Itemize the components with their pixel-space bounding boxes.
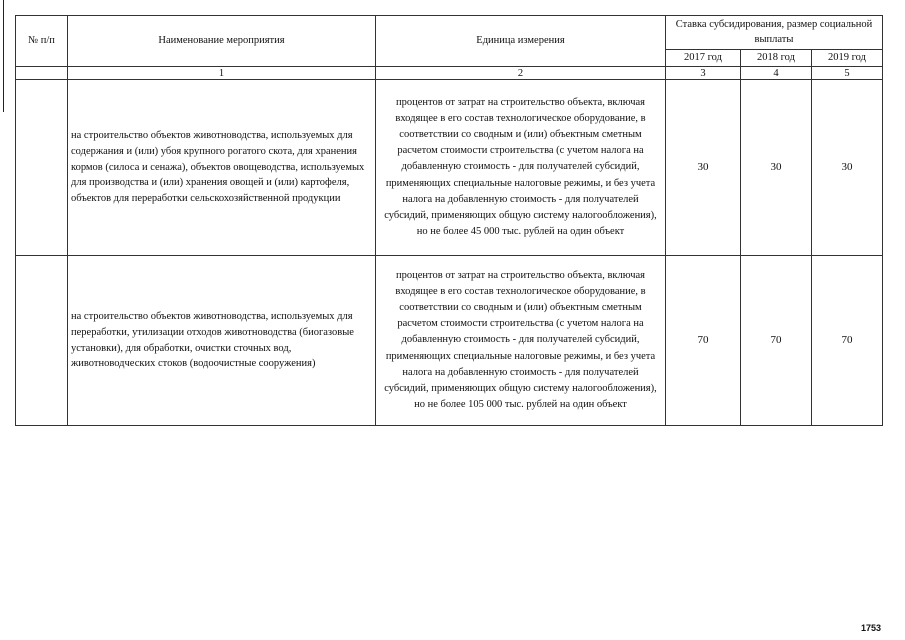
table-row xyxy=(16,80,883,256)
rate-2017: 30 xyxy=(666,80,741,256)
row-number xyxy=(16,256,68,426)
header-unit: Единица измерения xyxy=(376,16,666,67)
header-year-2018: 2018 год xyxy=(741,49,812,66)
col-number-3: 3 xyxy=(666,67,741,80)
row-number xyxy=(16,80,68,256)
rate-2019: 30 xyxy=(812,80,883,256)
table-row xyxy=(16,256,883,426)
rate-2018: 70 xyxy=(741,256,812,426)
header-name: Наименование мероприятия xyxy=(68,16,376,67)
header-year-2019: 2019 год xyxy=(812,49,883,66)
col-number-blank xyxy=(16,67,68,80)
header-year-2017: 2017 год xyxy=(666,49,741,66)
header-rate: Ставка субсидирования, размер социальной выплаты xyxy=(666,16,883,50)
margin-rule xyxy=(3,0,4,112)
rate-2019: 70 xyxy=(812,256,883,426)
measure-unit: процентов от затрат на строительство объекта, включая входящее в его состав технологическое оборудование, в соответствии со сводным и (или) объектным сметным расчетом стоимости строительства (с учетом налога на добавленную стоимость - для получателей субсидий, применяющих специальные налоговые режимы, и без учета налога на добавленную стоимость - для получателей субсидий, применяющих общую систему налогообложения), но не более 105 000 тыс. рублей на один объект xyxy=(376,256,666,426)
col-number-2: 2 xyxy=(376,67,666,80)
col-number-4: 4 xyxy=(741,67,812,80)
rate-2018: 30 xyxy=(741,80,812,256)
col-number-5: 5 xyxy=(812,67,883,80)
header-num: № п/п xyxy=(16,16,68,67)
measure-unit: процентов от затрат на строительство объекта, включая входящее в его состав технологическое оборудование, в соответствии со сводным и (или) объектным сметным расчетом стоимости строительства (с учетом налога на добавленную стоимость - для получателей субсидий, применяющих специальные налоговые режимы, и без учета налога на добавленную стоимость - для получателей субсидий, применяющих общую систему налогообложения), но не более 45 000 тыс. рублей на один объект xyxy=(376,80,666,256)
measure-name: на строительство объектов животноводства, используемых для содержания и (или) убоя крупного рогатого скота, для хранения кормов (силоса и сенажа), объектов овощеводства, используемых для производства и (или) хранения овощей и (или) картофеля, объектов для переработки сельскохозяйственной продукции xyxy=(68,80,376,256)
measure-name: на строительство объектов животноводства, используемых для переработки, утилизации отходов животноводства (биогазовые установки), для обработки, очистки сточных вод, животноводческих стоков (водоочистные сооружения) xyxy=(68,256,376,426)
col-number-1: 1 xyxy=(68,67,376,80)
page-number: 1753 xyxy=(861,623,882,633)
rate-2017: 70 xyxy=(666,256,741,426)
subsidy-rate-table xyxy=(15,15,883,426)
